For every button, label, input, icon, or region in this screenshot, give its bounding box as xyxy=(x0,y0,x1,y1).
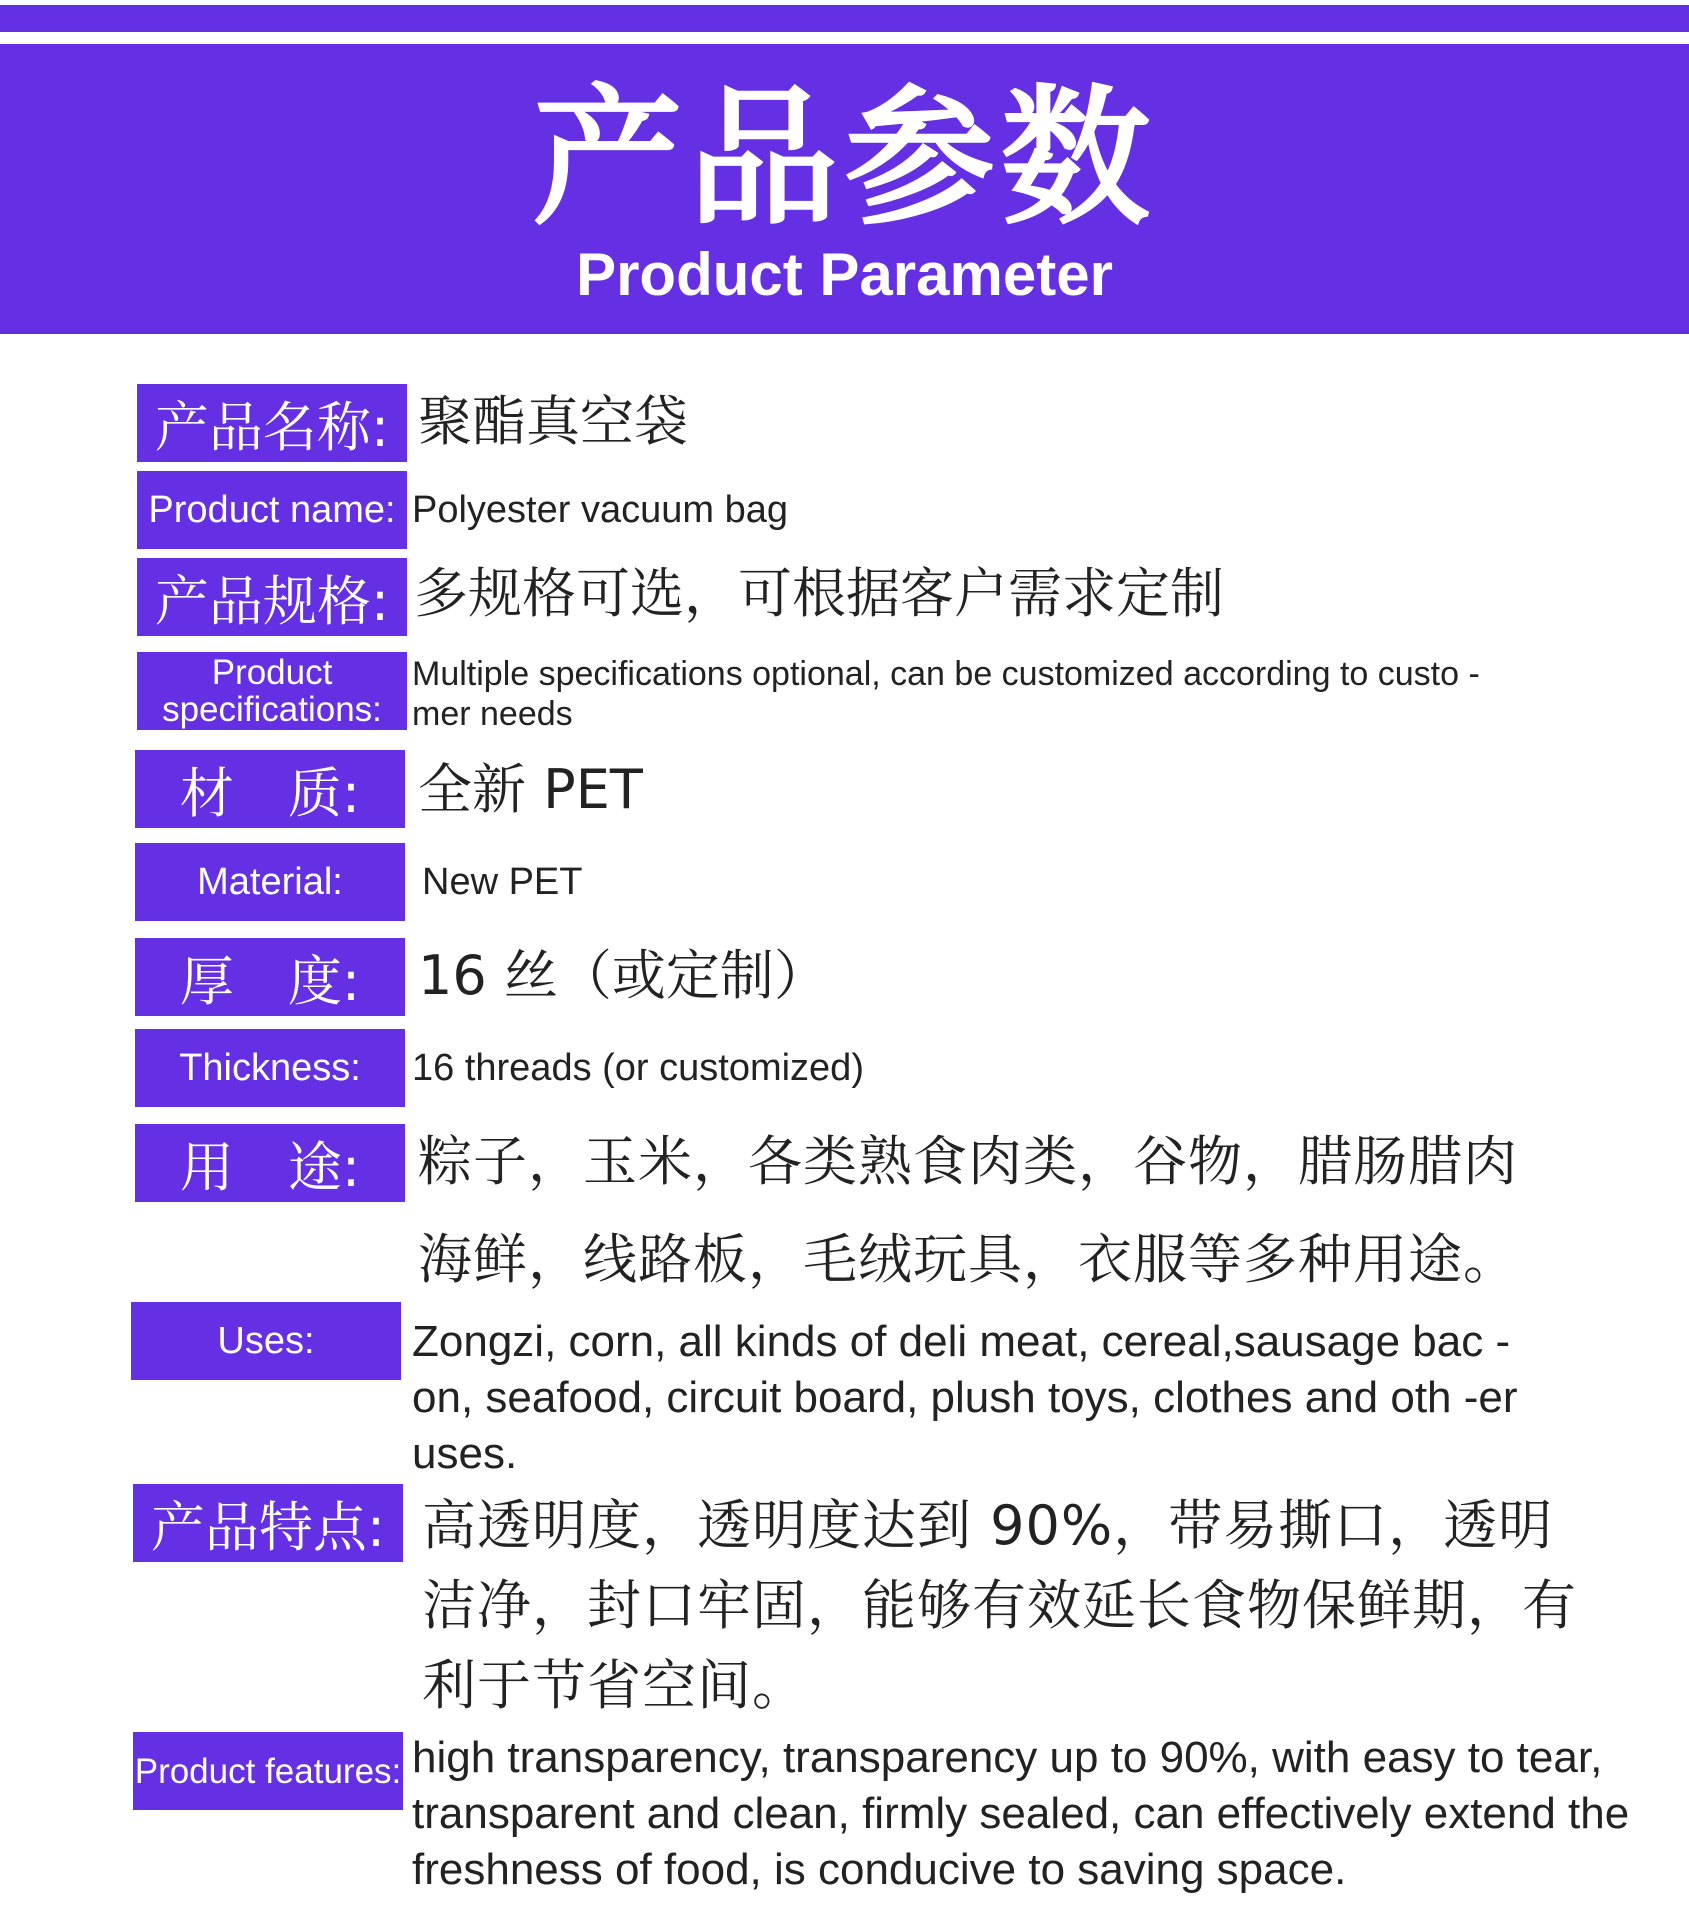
label-thickness-cn: 厚 度: xyxy=(135,938,405,1016)
label-material-cn: 材 质: xyxy=(135,750,405,828)
value-product-name-en: Polyester vacuum bag xyxy=(412,489,788,531)
label-material-en: Material: xyxy=(135,843,405,921)
value-features-cn: 高透明度，透明度达到 90%，带易撕口，透明 洁净，封口牢固，能够有效延长食物保鲜期，有利于节省空间。 xyxy=(422,1494,1577,1717)
value-specifications-cn: 多规格可选，可根据客户需求定制 xyxy=(414,562,1224,625)
label-product-name-cn: 产品名称: xyxy=(137,384,407,462)
value-uses-cn: 粽子，玉米，各类熟食肉类，谷物，腊肠腊肉 海鲜，线路板，毛绒玩具，衣服等多种用途。 xyxy=(418,1130,1518,1291)
value-thickness-en: 16 threads (or customized) xyxy=(412,1047,864,1089)
label-uses-en: Uses: xyxy=(131,1302,401,1380)
value-material-en: New PET xyxy=(422,861,583,903)
value-uses-en: Zongzi, corn, all kinds of deli meat, cereal,sausage bac -on, seafood, circuit board, plush toys, clothes and oth -er uses. xyxy=(412,1317,1518,1478)
value-specifications-en: Multiple specifications optional, can be customized according to custo -mer needs xyxy=(412,655,1480,733)
label-specifications-cn: 产品规格: xyxy=(137,558,407,636)
value-thickness-cn: 16 丝（或定制） xyxy=(418,944,828,1007)
value-features-en: high transparency, transparency up to 90%, with easy to tear, transparent and clean, firmly sealed, can effectively extend the freshness of food, is conducive to saving space. xyxy=(412,1733,1630,1894)
page-subtitle: Product Parameter xyxy=(576,241,1113,308)
label-features-en: Product features: xyxy=(133,1732,403,1810)
label-features-cn: 产品特点: xyxy=(133,1484,403,1562)
label-uses-cn: 用 途: xyxy=(135,1124,405,1202)
page-title: 产品参数 xyxy=(532,72,1157,246)
header-banner xyxy=(0,44,1689,334)
label-thickness-en: Thickness: xyxy=(135,1029,405,1107)
label-specifications-en: Product specifications: xyxy=(137,652,407,730)
value-material-cn: 全新 PET xyxy=(418,758,643,821)
top-accent-strip xyxy=(0,5,1689,32)
label-product-name-en: Product name: xyxy=(137,471,407,549)
value-product-name-cn: 聚酯真空袋 xyxy=(418,390,688,453)
